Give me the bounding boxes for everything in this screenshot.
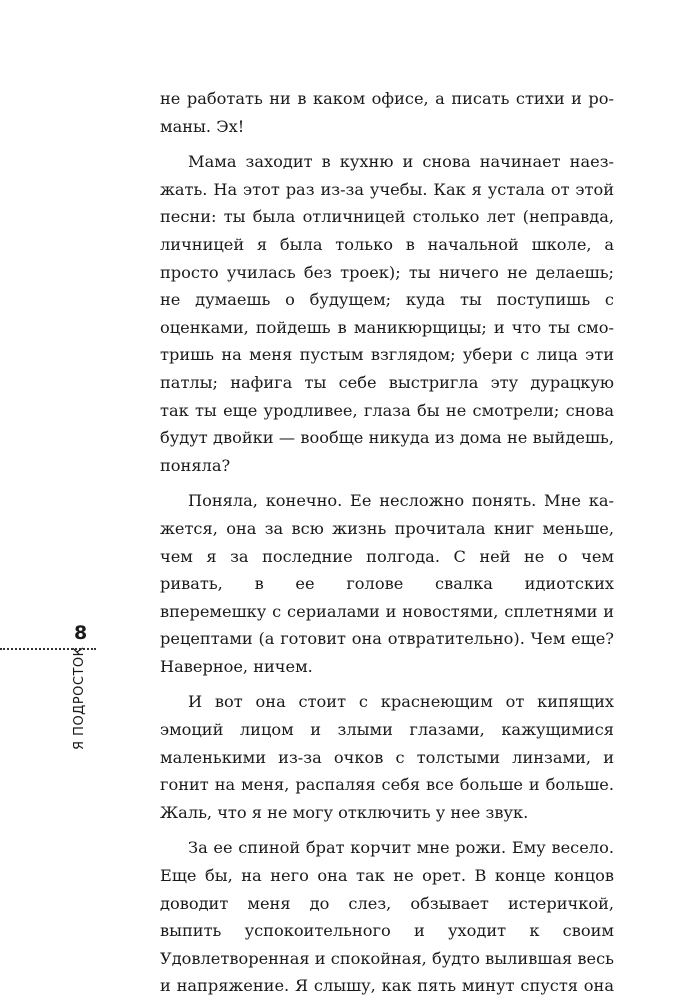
text-line: Жаль, что я не могу отключить у нее звук. — [160, 802, 529, 822]
text-line: Мама заходит в кухню и снова начинает наез- — [188, 152, 614, 172]
text-line: личницей я была только в начальной школе, а — [160, 234, 614, 254]
text-line: не думаешь о будущем; куда ты поступишь с — [160, 290, 614, 310]
paragraph-1 — [160, 85, 614, 140]
text-line: Поняла, конечно. Ее несложно понять. Мне ка- — [188, 491, 614, 511]
text-line: За ее спиной брат корчит мне рожи. Ему весело. — [188, 838, 614, 858]
text-line: Наверное, ничем. — [160, 656, 313, 676]
text-line: патлы; нафига ты себе выстригла эту дурацкую — [160, 372, 614, 392]
text-line: маленькими из-за очков с толстыми линзами, и — [160, 747, 614, 767]
paragraph-5 — [160, 834, 614, 1000]
text-line: гонит на меня, распаляя себя все больше и больше. — [160, 775, 614, 795]
text-line: жать. На этот раз из-за учебы. Как я устала от этой — [160, 179, 614, 199]
text-line: доводит меня до слез, обзывает истеричкой, — [160, 893, 614, 913]
text-line: маны. Эх! — [160, 116, 245, 136]
text-line: не работать ни в каком офисе, а писать стихи и ро- — [160, 89, 614, 108]
text-line: тришь на меня пустым взглядом; убери с лица эти — [160, 345, 614, 365]
text-line: песни: ты была отличницей столько лет (неправда, — [160, 207, 614, 227]
paragraph-3 — [160, 487, 614, 680]
page-number: 8 — [74, 622, 88, 644]
text-line: так ты еще уродливее, глаза бы не смотрели; снова — [160, 400, 614, 420]
text-line: поняла? — [160, 455, 231, 475]
text-line: вперемешку с сериалами и новостями, сплетнями и — [160, 601, 614, 621]
text-line: просто училась без троек); ты ничего не делаешь; — [160, 262, 614, 282]
page-body-text — [160, 85, 614, 1000]
running-head: Я ПОДРОСТОК — [72, 646, 87, 750]
text-line: выпить успокоительного и уходит к своим — [160, 921, 614, 941]
paragraph-4 — [160, 688, 614, 826]
text-line: оценками, пойдешь в маникюрщицы; и что ты смо- — [160, 317, 614, 337]
text-line: Удовлетворенная и спокойная, будто вылившая весь — [160, 948, 614, 968]
text-line: будут двойки — вообще никуда из дома не выйдешь, — [160, 428, 614, 448]
paragraph-2 — [160, 148, 614, 479]
text-line: чем я за последние полгода. С ней не о чем — [160, 546, 614, 566]
text-line: и напряжение. Я слышу, как пять минут спустя она — [160, 976, 614, 996]
text-line: жется, она за всю жизнь прочитала книг меньше, — [160, 518, 614, 538]
text-line: рецептами (а готовит она отвратительно). Чем еще? — [160, 629, 614, 649]
text-line: эмоций лицом и злыми глазами, кажущимися — [160, 720, 614, 740]
text-line: ривать, в ее голове свалка идиотских — [160, 574, 614, 594]
text-line: И вот она стоит с краснеющим от кипящих — [188, 692, 614, 712]
text-line: Еще бы, на него она так не орет. В конце концов — [160, 866, 614, 886]
